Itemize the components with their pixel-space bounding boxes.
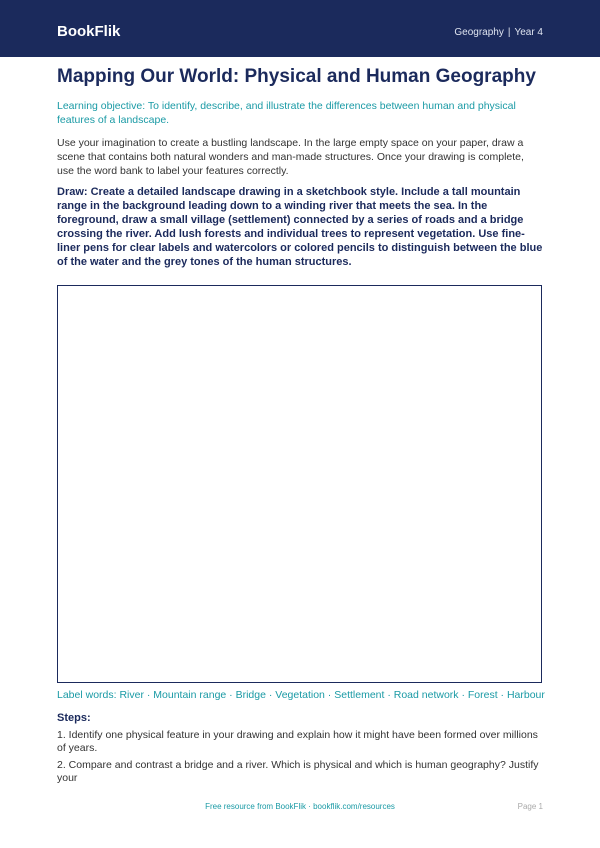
header-meta bbox=[454, 26, 543, 40]
meta-separator: | bbox=[507, 27, 511, 38]
year-label: Year 4 bbox=[514, 27, 543, 38]
drawing-area[interactable] bbox=[57, 285, 542, 683]
draw-instruction: Draw: Create a detailed landscape drawing in a sketchbook style. Include a tall mountain range in the background leading down to a winding river that meets the sea. In the foreground, draw a small village (settlement) connected by a series of roads and a bridge crossing the river. Add lush forests and individual trees to represent vegetation. Use fine-liner pens for clear labels and watercolors or colored pencils to distinguish between the blue of the water and the grey tones of the human structures. bbox=[57, 186, 543, 268]
footer-credit[interactable]: Free resource from BookFlik · bookflik.com/resources bbox=[205, 802, 395, 811]
page-footer bbox=[0, 801, 600, 815]
subject-label: Geography bbox=[454, 27, 504, 38]
steps-list bbox=[57, 729, 543, 789]
header-bar bbox=[0, 0, 600, 57]
page-number: Page 1 bbox=[517, 802, 543, 811]
worksheet-title: Mapping Our World: Physical and Human Geography bbox=[57, 66, 536, 87]
step-item: 2. Compare and contrast a bridge and a river. Which is physical and which is human geography? Justify your bbox=[57, 759, 539, 784]
label-word-bank: Label words: River · Mountain range · Bridge · Vegetation · Settlement · Road network · Forest · Harbour bbox=[57, 689, 545, 701]
learning-objective: Learning objective: To identify, describe, and illustrate the differences between human and physical features of a landscape. bbox=[57, 100, 516, 126]
intro-paragraph: Use your imagination to create a bustling landscape. In the large empty space on your paper, draw a scene that contains both natural wonders and man-made structures. Once your drawing is complete, use the word bank to label your features correctly. bbox=[57, 137, 524, 177]
steps-heading: Steps: bbox=[57, 712, 91, 724]
brand-logo[interactable]: BookFlik bbox=[57, 23, 121, 40]
step-item: 1. Identify one physical feature in your drawing and explain how it might have been formed over millions of years. bbox=[57, 729, 538, 754]
